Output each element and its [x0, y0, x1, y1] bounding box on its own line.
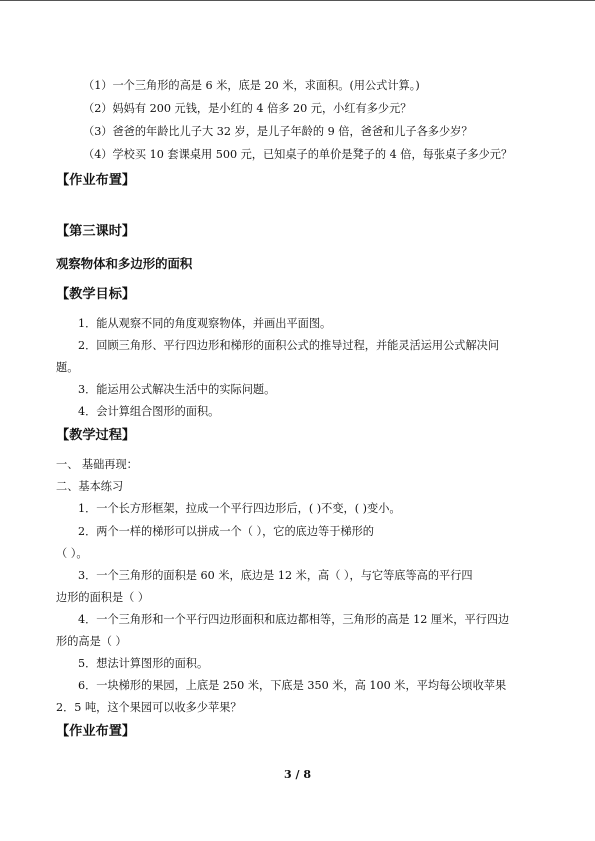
goals-heading: 【教学目标】	[56, 287, 136, 302]
lesson-title: 观察物体和多边形的面积	[56, 256, 193, 271]
goal-2: 2．回顾三角形、平行四边形和梯形的面积公式的推导过程，并能灵活运用公式解决问	[78, 339, 500, 352]
page-top-rule	[0, 0, 595, 1]
exercise-5: 5．想法计算图形的面积。	[78, 657, 209, 670]
exercise-1: 1．一个长方形框架，拉成一个平行四边形后，( )不变，( )变小。	[78, 502, 401, 515]
homework-heading-2: 【作业布置】	[56, 724, 136, 739]
exercise-4: 4．一个三角形和一个平行四边形面积和底边都相等，三角形的高是 12 厘米，平行四边	[78, 613, 510, 626]
lesson-heading: 【第三课时】	[56, 224, 136, 239]
homework-heading: 【作业布置】	[56, 173, 136, 188]
problem-1: （1）一个三角形的高是 6 米，底是 20 米，求面积。(用公式计算。)	[83, 79, 420, 92]
goal-2-cont: 题。	[56, 361, 79, 374]
exercise-2: 2．两个一样的梯形可以拼成一个（ ），它的底边等于梯形的	[78, 525, 374, 538]
goal-3: 3．能运用公式解决生活中的实际问题。	[78, 383, 276, 396]
process-section-1: 一、 基础再现：	[56, 458, 138, 471]
goal-4: 4．会计算组合图形的面积。	[78, 405, 220, 418]
page-number: 3 / 8	[284, 768, 311, 781]
process-heading: 【教学过程】	[56, 428, 136, 443]
problem-4: （4）学校买 10 套课桌用 500 元，已知桌子的单价是凳子的 4 倍，每张桌子多少元？	[83, 148, 513, 161]
exercise-3: 3．一个三角形的面积是 60 米，底边是 12 米，高（ ），与它等底等高的平行四	[78, 569, 473, 582]
exercise-3-cont: 边形的面积是（ ）	[56, 591, 150, 604]
problem-2: （2）妈妈有 200 元钱，是小红的 4 倍多 20 元，小红有多少元？	[83, 102, 412, 115]
exercise-6-cont: 2．5 吨，这个果园可以收多少苹果？	[56, 701, 242, 714]
problem-3: （3）爸爸的年龄比儿子大 32 岁，是儿子年龄的 9 倍，爸爸和儿子各多少岁？	[83, 125, 473, 138]
exercise-6: 6．一块梯形的果园，上底是 250 米，下底是 350 米，高 100 米，平均每公顷收苹果	[78, 679, 507, 692]
exercise-4-cont: 形的高是（ ）	[56, 635, 127, 648]
goal-1: 1．能从观察不同的角度观察物体，并画出平面图。	[78, 317, 332, 330]
exercise-2-cont: （ ）。	[56, 547, 88, 560]
process-section-2: 二、基本练习	[56, 480, 124, 493]
